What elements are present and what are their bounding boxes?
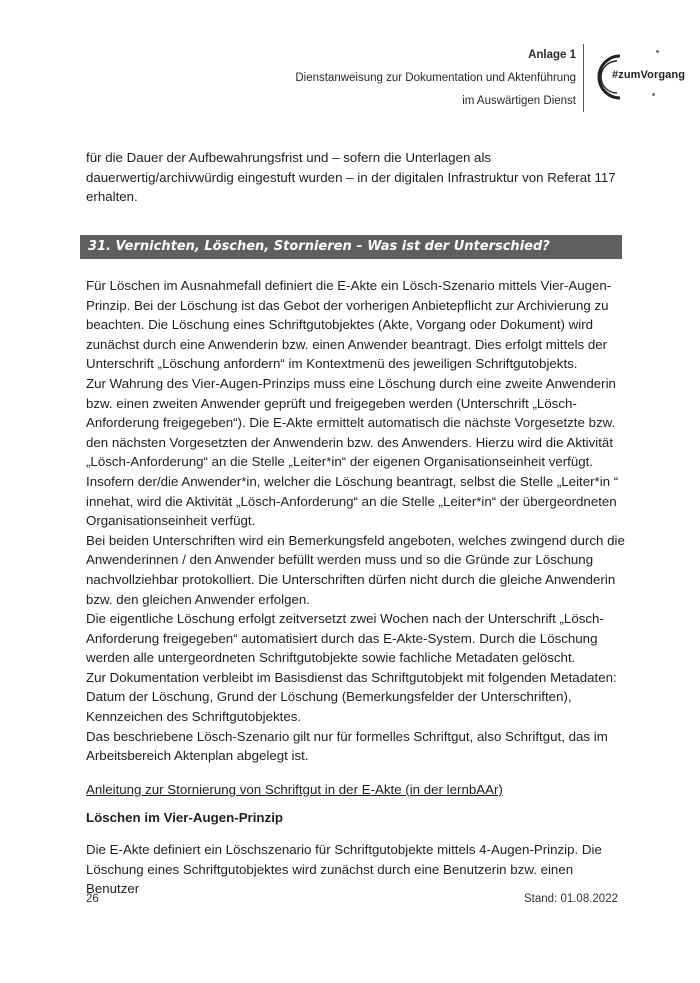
- appendix-label: Anlage 1: [528, 49, 576, 61]
- decorative-dot: [652, 93, 655, 96]
- body-paragraph: Zur Dokumentation verbleibt im Basisdienst das Schriftgutobjekt mit folgenden Metadaten: Datum der Löschung, Grund der Löschung (Bemerkungsfelder der Unterschriften), Kennzeichen des Schriftgutobjektes.: [86, 669, 617, 725]
- page-number: 26: [86, 893, 99, 905]
- header-divider: [583, 44, 584, 112]
- logo-hashtag: #zumVorgang: [612, 69, 686, 81]
- intro-paragraph: für die Dauer der Aufbewahrungsfrist und – sofern die Unterlagen als dauerwertig/archivwürdig eingestuft wurden – in der digitalen Infrastruktur von Referat 117 erhalten.: [86, 150, 616, 205]
- zumvorgang-logo: [590, 52, 690, 102]
- closing-paragraph: Die E-Akte definiert ein Löschszenario für Schriftgutobjekte mittels 4-Augen-Prinzip. Die Löschung eines Schriftgutobjektes wird zunächst durch eine Benutzerin bzw. einen Benutzer: [86, 842, 602, 897]
- body-paragraph: Die eigentliche Löschung erfolgt zeitversetzt zwei Wochen nach der Unterschrift „Lösch-Anforderung freigegeben“ automatisiert durch das E-Akte-System. Durch die Löschung werden alle untergeordneten Schriftgutobjekte sowie fachliche Metadaten gelöscht.: [86, 611, 604, 666]
- body-paragraph: Bei beiden Unterschriften wird ein Bemerkungsfeld angeboten, welches zwingend durch die Anwenderinnen / den Anwender befüllt werden muss und so die Gründe zur Löschung nachvollziehbar protokolliert. Die Unterschriften dürfen nicht durch die gleiche Anwenderin bzw. den gleichen Anwender erfolgen.: [86, 532, 625, 607]
- document-date: Stand: 01.08.2022: [524, 893, 618, 905]
- header-line-2: im Auswärtigen Dienst: [462, 95, 576, 107]
- body-paragraph: Zur Wahrung des Vier-Augen-Prinzips muss eine Löschung durch eine zweite Anwenderin bzw. einen zweiten Anwender geprüft und freigegeben werden (Unterschrift „Lösch-Anforderung freigegeben“). Die E-Akte ermittelt automatisch die nächste Vorgesetzte bzw. den nächsten Vorgesetzten der Anwenderin bzw. des Anwenders. Hierzu wird die Aktivität „Lösch-Anforderung“ an die Stelle „Leiter*in“ der eigenen Organisationseinheit verfügt.: [86, 375, 616, 470]
- subheading-four-eyes: Löschen im Vier-Augen-Prinzip: [86, 810, 284, 825]
- section-heading-31: 31. Vernichten, Löschen, Stornieren – Was ist der Unterschied?: [80, 235, 622, 259]
- body-paragraph: Insofern der/die Anwender*in, welcher die Löschung beantragt, selbst die Stelle „Leiter*in “ innehat, wird die Aktivität „Lösch-Anforderung“ an die Stelle „Leiter*in“ der übergeordneten Organisationseinheit verfügt.: [86, 473, 619, 529]
- header-line-1: Dienstanweisung zur Dokumentation und Aktenführung: [295, 72, 576, 84]
- main-body: [86, 276, 626, 766]
- decorative-dot: [656, 50, 659, 53]
- body-paragraph: Das beschriebene Lösch-Szenario gilt nur für formelles Schriftgut, also Schriftgut, das im Arbeitsbereich Aktenplan abgelegt ist.: [86, 728, 608, 764]
- document-header: [96, 44, 576, 113]
- body-paragraph: Für Löschen im Ausnahmefall definiert die E-Akte ein Lösch-Szenario mittels Vier-Augen-Prinzip. Bei der Löschung ist das Gebot der vorherigen Anbietepflicht zur Archivierung zu beachten. Die Löschung eines Schriftgutobjektes (Akte, Vorgang oder Dokument) wird zunächst durch eine Anwenderin bzw. einen Anwender beantragt. Dies erfolgt mittels der Unterschrift „Löschung anfordern“ im Kontextmenü des jeweiligen Schriftgutobjekts.: [86, 278, 612, 372]
- storno-guide-link[interactable]: Anleitung zur Stornierung von Schriftgut in der E-Akte (in der lernbAAr): [86, 782, 503, 797]
